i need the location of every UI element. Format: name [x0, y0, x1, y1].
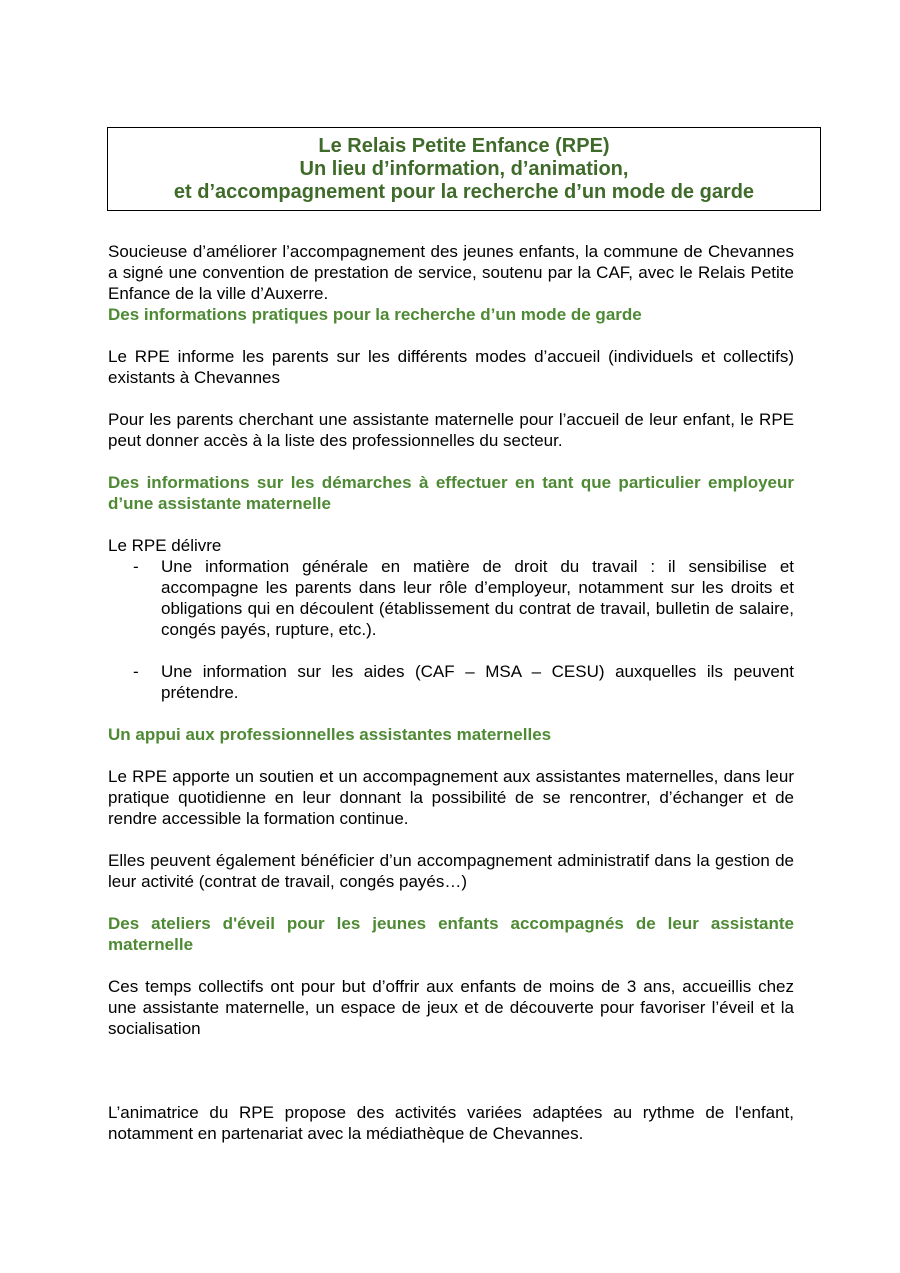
dash-bullet: -: [133, 557, 139, 576]
section2-lead: Le RPE délivre: [108, 536, 222, 555]
section1-paragraph-1: Le RPE informe les parents sur les différents modes d’accueil (individuels et collectifs) existants à Chevannes: [108, 347, 794, 387]
intro-paragraph: Soucieuse d’améliorer l’accompagnement des jeunes enfants, la commune de Chevannes a signé une convention de prestation de service, soutenu par la CAF, avec le Relais Petite Enfance de la ville d’Auxerre.: [108, 242, 794, 303]
section-heading-employer-steps: Des informations sur les démarches à effectuer en tant que particulier employeur d’une assistante maternelle: [108, 473, 794, 513]
title-line-3: et d’accompagnement pour la recherche d’un mode de garde: [173, 181, 755, 203]
title-line-2: Un lieu d’information, d’animation,: [299, 158, 629, 180]
list-item-text: Une information générale en matière de droit du travail : il sensibilise et accompagne les parents dans leur rôle d’employeur, notamment sur les droits et obligations qui en découlent (établissement du contrat de travail, bulletin de salaire, congés payés, rupture, etc.).: [161, 557, 794, 639]
section3-paragraph-1: Le RPE apporte un soutien et un accompagnement aux assistantes maternelles, dans leur pratique quotidienne en leur donnant la possibilité de se rencontrer, d’échanger et de rendre accessible la formation continue.: [108, 767, 794, 828]
section1-paragraph-2: Pour les parents cherchant une assistante maternelle pour l’accueil de leur enfant, le RPE peut donner accès à la liste des professionnelles du secteur.: [108, 410, 794, 450]
section-heading-practical-info: Des informations pratiques pour la recherche d’un mode de garde: [108, 305, 642, 324]
list-item-text: Une information sur les aides (CAF – MSA – CESU) auxquelles ils peuvent prétendre.: [161, 662, 794, 702]
list-item: [108, 556, 794, 640]
section4-paragraph-2: L’animatrice du RPE propose des activités variées adaptées au rythme de l'enfant, notamment en partenariat avec la médiathèque de Chevannes.: [108, 1103, 794, 1143]
section4-paragraph-1: Ces temps collectifs ont pour but d’offrir aux enfants de moins de 3 ans, accueillis chez une assistante maternelle, un espace de jeux et de découverte pour favoriser l’éveil et la socialisation: [108, 977, 794, 1038]
document-page: [108, 127, 794, 1144]
section-heading-workshops: Des ateliers d'éveil pour les jeunes enfants accompagnés de leur assistante maternelle: [108, 914, 794, 954]
section-heading-professional-support: Un appui aux professionnelles assistantes maternelles: [108, 725, 552, 744]
title-box: [107, 127, 821, 211]
employer-info-list: [108, 556, 794, 703]
document-body: [108, 241, 794, 1144]
section3-paragraph-2: Elles peuvent également bénéficier d’un accompagnement administratif dans la gestion de leur activité (contrat de travail, congés payés…): [108, 851, 794, 891]
title-line-1: Le Relais Petite Enfance (RPE): [318, 135, 610, 157]
list-item: [108, 661, 794, 703]
dash-bullet: -: [133, 662, 139, 681]
